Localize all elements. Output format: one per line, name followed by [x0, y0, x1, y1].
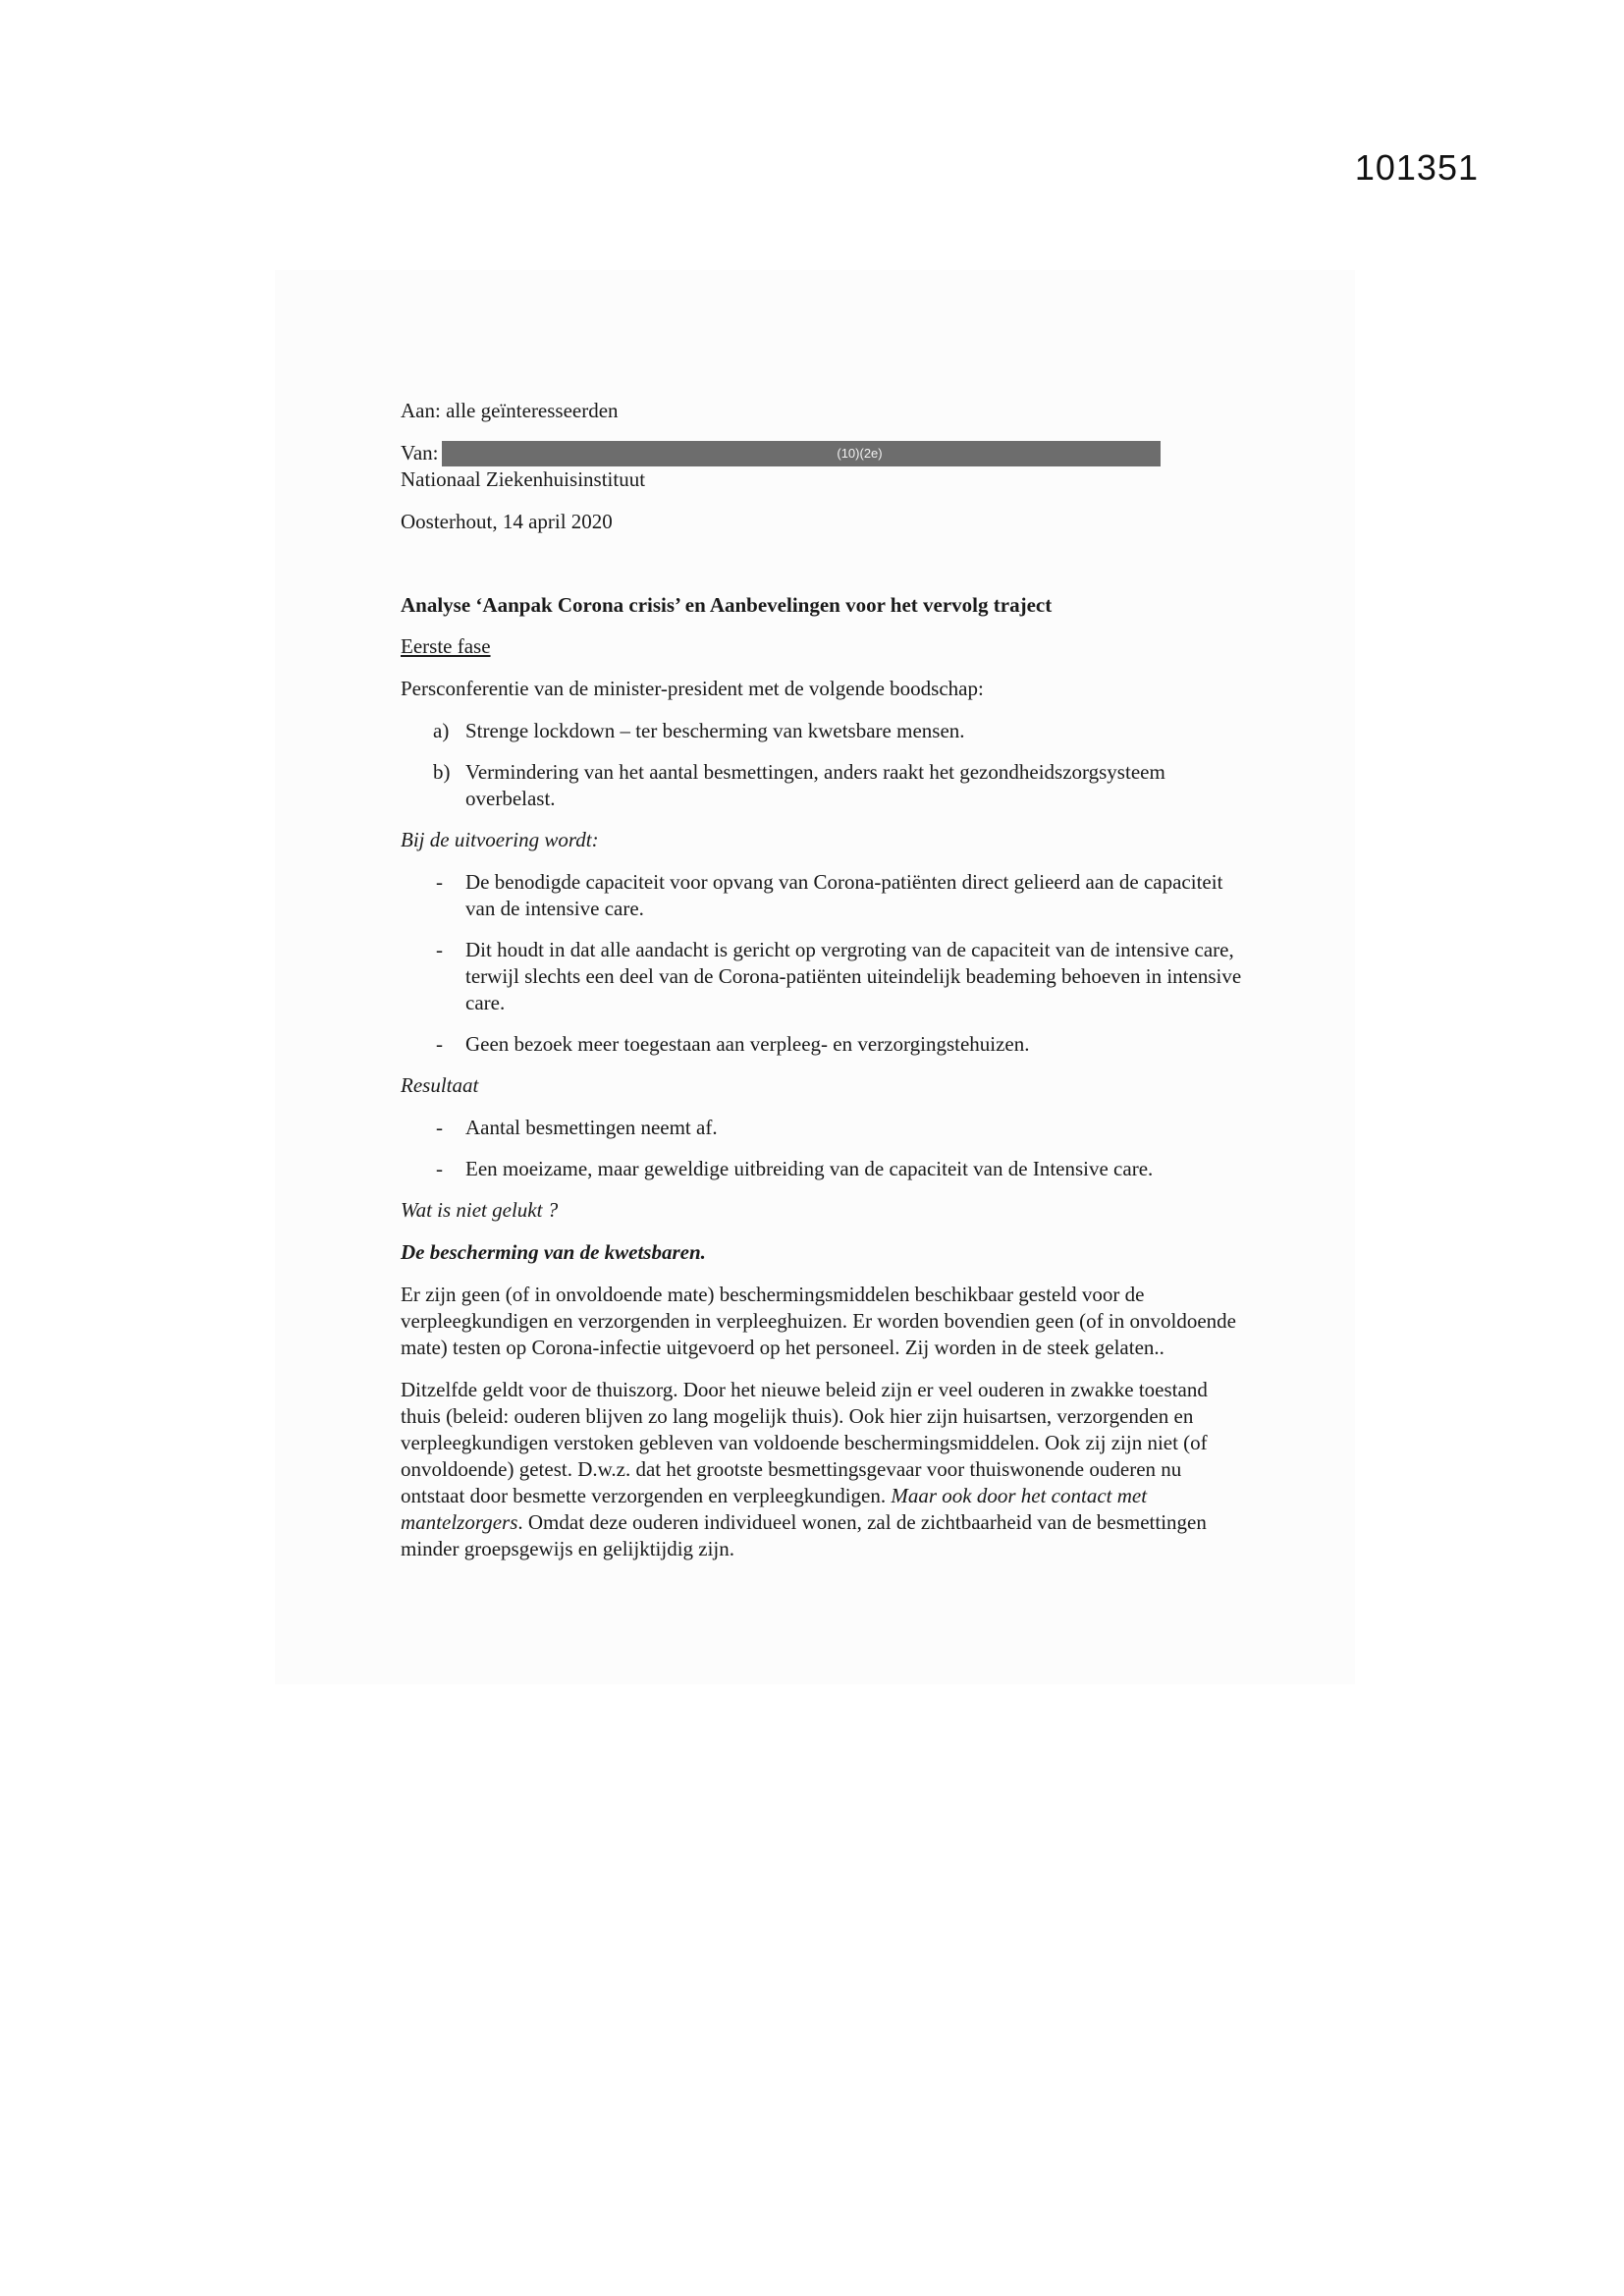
list-marker: a): [433, 719, 450, 742]
list-item-text: Aantal besmettingen neemt af.: [465, 1116, 718, 1139]
paragraph-text: Ditzelfde geldt voor de thuiszorg. Door het nieuwe beleid zijn er veel ouderen in zwakke toestand thuis (beleid: ouderen blijven zo lang mogelijk thuis). Ook hier zijn huisartsen, verzorgenden en verpleegkundigen verstoken gebleven van voldoende beschermingsmiddelen. Ook zij zijn niet (of onvoldoende) getest. D.w.z. dat het grootste besmettingsgevaar voor thuiswonende ouderen nu ontstaat door besmette verzorgenden en verpleegkundigen.: [401, 1378, 1208, 1507]
section-intro: Persconferentie van de minister-president met de volgende boodschap:: [401, 677, 984, 700]
paragraph-emphasis: Maar ook door het contact met mantelzorgers: [401, 1484, 1148, 1534]
paragraph-verpleeghuizen: Er zijn geen (of in onvoldoende mate) beschermingsmiddelen beschikbaar gesteld voor de verpleegkundigen en verzorgenden in verpleeghuizen. Er worden bovendien geen (of in onvoldoende mate) testen op Corona-infectie uitgevoerd op het personeel. Zij worden in de steek gelaten..: [401, 1283, 1236, 1359]
list-item: [401, 759, 1245, 812]
place-date: Oosterhout, 14 april 2020: [401, 510, 613, 533]
list-item-text: Strenge lockdown – ter bescherming van kwetsbare mensen.: [465, 719, 965, 742]
list-item-text: Dit houdt in dat alle aandacht is gericht op vergroting van de capaciteit van de intensive care, terwijl slechts een deel van de Corona-patiënten uiteindelijk beademing behoeven in intensive care.: [465, 938, 1242, 1014]
list-item: [401, 1115, 1245, 1141]
sender-label: Van:: [401, 441, 439, 465]
letter-body: [401, 398, 1245, 1578]
section-heading-niet-gelukt: Wat is niet gelukt ?: [401, 1198, 559, 1222]
paragraph-text: . Omdat deze ouderen individueel wonen, zal de zichtbaarheid van de besmettingen minder groepsgewijs en gelijktijdig zijn.: [401, 1510, 1207, 1560]
list-item-text: Vermindering van het aantal besmettingen, anders raakt het gezondheidszorgsysteem overbelast.: [465, 760, 1165, 810]
list-item-text: Een moeizame, maar geweldige uitbreiding van de capaciteit van de Intensive care.: [465, 1157, 1154, 1180]
uitvoering-list: [401, 869, 1245, 1058]
redaction-bar: (10)(2e): [442, 441, 1161, 466]
document-number: 101351: [1354, 147, 1479, 188]
recipient-line: Aan: alle geïnteresseerden: [401, 399, 619, 422]
list-marker: -: [436, 1032, 443, 1056]
list-marker: -: [436, 870, 443, 894]
list-item: [401, 869, 1245, 922]
section-subheading-kwetsbaren: De bescherming van de kwetsbaren.: [401, 1240, 706, 1264]
organisation-name: Nationaal Ziekenhuisinstituut: [401, 467, 646, 491]
list-marker: -: [436, 1116, 443, 1139]
document-title: Analyse ‘Aanpak Corona crisis’ en Aanbevelingen voor het vervolg traject: [401, 593, 1053, 617]
section-heading-resultaat: Resultaat: [401, 1073, 479, 1097]
section-heading-eerste-fase: Eerste fase: [401, 634, 491, 658]
list-marker: b): [433, 760, 451, 784]
list-item: [401, 1031, 1245, 1058]
list-marker: -: [436, 938, 443, 961]
list-item-text: De benodigde capaciteit voor opvang van Corona-patiënten direct gelieerd aan de capaciteit van de intensive care.: [465, 870, 1223, 920]
list-item: [401, 718, 1245, 744]
list-item: [401, 937, 1245, 1016]
list-item: [401, 1156, 1245, 1182]
paragraph-thuiszorg: [401, 1377, 1245, 1562]
sender-line: [401, 440, 1245, 466]
list-item-text: Geen bezoek meer toegestaan aan verpleeg- en verzorgingstehuizen.: [465, 1032, 1030, 1056]
section-heading-uitvoering: Bij de uitvoering wordt:: [401, 828, 599, 851]
resultaat-list: [401, 1115, 1245, 1182]
lettered-list: [401, 718, 1245, 812]
list-marker: -: [436, 1157, 443, 1180]
